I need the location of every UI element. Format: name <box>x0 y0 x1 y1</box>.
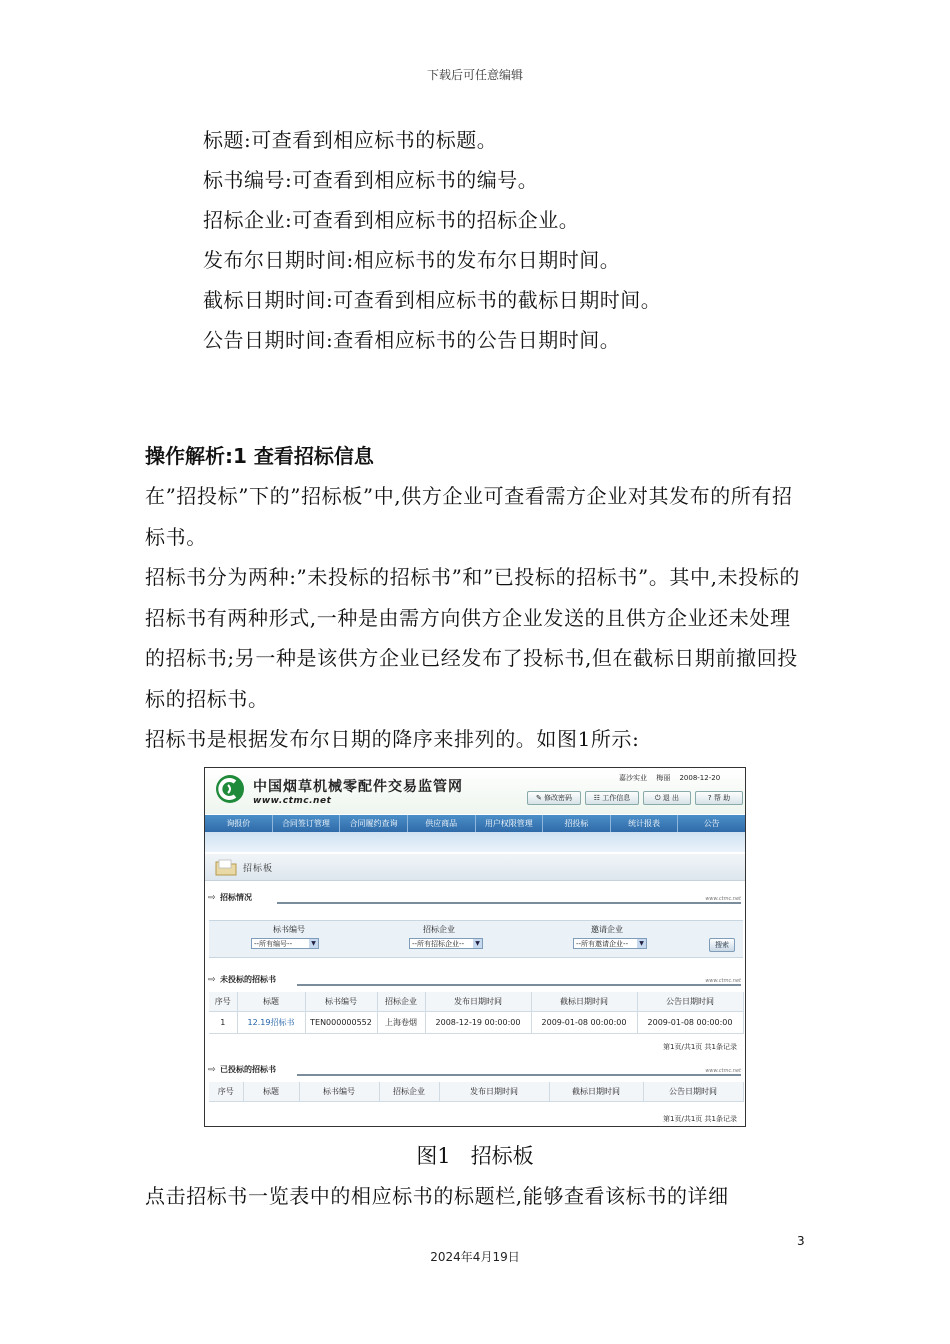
invited-select[interactable]: --所有邀请企业-- ▼ <box>573 938 647 949</box>
cell-index: 1 <box>209 1012 237 1034</box>
main-nav <box>205 815 745 832</box>
work-info-button[interactable]: ☷ 工作信息 <box>585 791 639 805</box>
nav-item[interactable]: 合同签订管理 <box>273 815 341 832</box>
pager: 第1页/共1页 共1条记录 <box>663 1115 737 1123</box>
chevron-down-icon: ▼ <box>473 939 482 948</box>
cell-close-time: 2009-01-08 00:00:00 <box>531 1012 637 1034</box>
arrow-icon: ⇨ <box>208 893 216 903</box>
column-header: 标书编号 <box>299 1082 379 1102</box>
cell-company: 上海卷烟 <box>377 1012 425 1034</box>
search-label-number: 标书编号 <box>273 925 305 934</box>
chevron-down-icon: ▼ <box>637 939 646 948</box>
paragraph-intro: 在”招投标”下的”招标板”中,供方企业可查看需方企业对其发布的所有招标书。 <box>145 484 793 549</box>
logout-button[interactable]: ⏻ 退 出 <box>643 791 691 805</box>
page-footer: 2024年4月19日 <box>430 1250 520 1264</box>
nav-item[interactable]: 询报价 <box>205 815 273 832</box>
column-header: 公告日期时间 <box>637 992 743 1012</box>
search-button[interactable]: 搜索 <box>709 938 735 952</box>
nav-item[interactable]: 统计报表 <box>611 815 679 832</box>
search-panel <box>209 920 743 958</box>
paragraph-detail: 点击招标书一览表中的相应标书的标题栏,能够查看该标书的详细 <box>145 1184 729 1208</box>
bid-title-link[interactable]: 12.19招标书 <box>237 1012 305 1034</box>
search-label-invited: 邀请企业 <box>591 925 623 934</box>
column-header: 招标企业 <box>379 1082 439 1102</box>
cell-number: TEN000000552 <box>305 1012 377 1034</box>
user-company: 嘉沙实业 <box>619 774 647 782</box>
column-header: 标题 <box>243 1082 299 1102</box>
cell-announce-time: 2009-01-08 00:00:00 <box>637 1012 743 1034</box>
search-section-header <box>205 890 745 906</box>
field-description: 发布尔日期时间:相应标书的发布尔日期时间。 <box>203 248 621 272</box>
bid-section-header <box>205 1062 745 1078</box>
column-header: 标题 <box>237 992 305 1012</box>
field-description: 标书编号:可查看到相应标书的编号。 <box>203 168 539 192</box>
nav-item[interactable]: 供应商品 <box>408 815 476 832</box>
field-description: 招标企业:可查看到相应标书的招标企业。 <box>203 208 580 232</box>
company-select[interactable]: --所有招标企业-- ▼ <box>409 938 483 949</box>
column-header: 标书编号 <box>305 992 377 1012</box>
column-header: 招标企业 <box>377 992 425 1012</box>
user-name: 梅丽 <box>656 774 671 782</box>
watermark: www.ctmc.net <box>705 978 741 984</box>
column-header: 发布日期时间 <box>439 1082 549 1102</box>
column-header: 截标日期时间 <box>549 1082 643 1102</box>
unbid-table <box>209 992 744 1034</box>
ctmc-logo-icon <box>215 774 245 804</box>
field-description: 公告日期时间:查看相应标书的公告日期时间。 <box>203 328 621 352</box>
nav-item[interactable]: 合同履约查询 <box>340 815 408 832</box>
help-button[interactable]: ? 帮 助 <box>695 791 743 805</box>
field-description-list <box>203 120 661 360</box>
search-section-title: 招标情况 <box>220 893 252 902</box>
caption-label: 图1 <box>416 1144 451 1168</box>
paragraph-sorting: 招标书是根据发布尔日期的降序来排列的。如图1所示: <box>145 727 640 751</box>
watermark: www.ctmc.net <box>705 1068 741 1074</box>
figure-caption <box>0 1140 950 1170</box>
table-header-row <box>209 1082 743 1102</box>
pager: 第1页/共1页 共1条记录 <box>663 1043 737 1051</box>
user-date: 2008-12-20 <box>679 774 721 782</box>
field-description: 标题:可查看到相应标书的标题。 <box>203 128 498 152</box>
chevron-down-icon: ▼ <box>309 939 318 948</box>
page-number: 3 <box>797 1234 805 1248</box>
site-url: www.ctmc.net <box>253 796 332 806</box>
column-header: 公告日期时间 <box>643 1082 743 1102</box>
page-header: 下载后可任意编辑 <box>426 68 523 82</box>
arrow-icon: ⇨ <box>208 975 216 985</box>
nav-item[interactable]: 公告 <box>703 819 720 828</box>
site-name: 中国烟草机械零配件交易监管网 <box>253 779 463 795</box>
caption-title: 招标板 <box>470 1144 534 1168</box>
section-heading: 操作解析:1 查看招标信息 <box>145 444 374 468</box>
screenshot-figure <box>204 767 746 1127</box>
arrow-icon: ⇨ <box>208 1065 216 1075</box>
bid-section-title: 已投标的招标书 <box>220 1065 276 1074</box>
field-description: 截标日期时间:可查看到相应标书的截标日期时间。 <box>203 288 662 312</box>
column-header: 序号 <box>209 1082 243 1102</box>
bid-table <box>209 1082 744 1102</box>
unbid-section-header <box>205 972 745 988</box>
table-row <box>209 1012 743 1034</box>
nav-item[interactable]: 招投标 <box>543 815 611 832</box>
user-info <box>619 773 727 783</box>
table-header-row <box>209 992 743 1012</box>
cell-publish-time: 2008-12-19 00:00:00 <box>425 1012 531 1034</box>
nav-item[interactable]: 用户权限管理 <box>476 815 544 832</box>
column-header: 序号 <box>209 992 237 1012</box>
search-label-company: 招标企业 <box>423 925 455 934</box>
column-header: 发布日期时间 <box>425 992 531 1012</box>
folder-icon <box>215 858 237 876</box>
unbid-section-title: 未投标的招标书 <box>220 975 276 984</box>
page-title: 招标板 <box>243 864 274 874</box>
column-header: 截标日期时间 <box>531 992 637 1012</box>
paragraph-types: 招标书分为两种:”未投标的招标书”和”已投标的招标书”。其中,未投标的招标书有两种形式,一种是由需方向供方企业发送的且供方企业还未处理的招标书;另一种是该供方企业已经发布了投标书,但在截标日期前撤回投标的招标书。 <box>145 565 800 711</box>
sub-nav-bar <box>205 832 745 852</box>
site-header <box>205 768 745 814</box>
number-select[interactable]: --所有编号-- ▼ <box>251 938 319 949</box>
page-tab <box>205 854 745 881</box>
change-password-button[interactable]: ✎ 修改密码 <box>527 791 581 805</box>
watermark: www.ctmc.net <box>705 896 741 902</box>
